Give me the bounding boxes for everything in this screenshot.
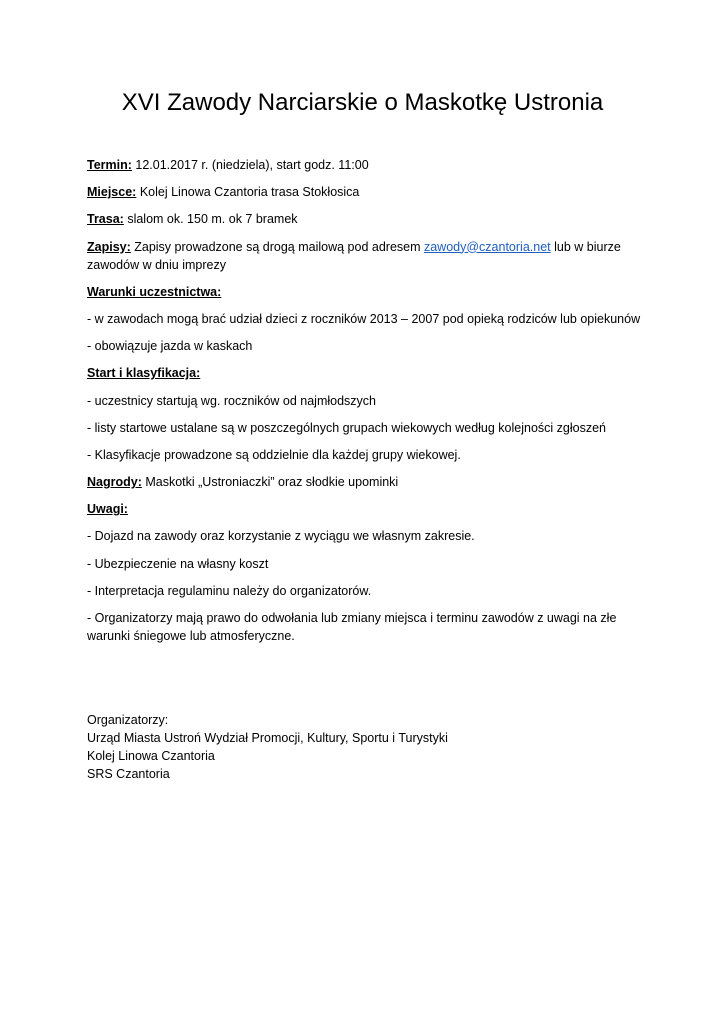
- termin-value: 12.01.2017 r. (niedziela), start godz. 11:00: [131, 158, 369, 172]
- uwagi-heading: Uwagi:: [87, 502, 128, 517]
- uwagi-item: - Ubezpieczenie na własny koszt: [87, 556, 269, 571]
- miejsce-label: Miejsce:: [87, 185, 137, 200]
- miejsce-value: Kolej Linowa Czantoria trasa Stokłosica: [136, 185, 360, 200]
- zapisy-text-after: lub w biurze zawodów w dniu imprezy: [87, 239, 621, 272]
- nagrody-paragraph: [87, 473, 647, 491]
- start-heading: Start i klasyfikacja:: [87, 366, 201, 381]
- termin-paragraph: [87, 156, 647, 174]
- organizer-line: Kolej Linowa Czantoria: [87, 749, 215, 763]
- miejsce-paragraph: [87, 183, 647, 201]
- nagrody-label: Nagrody:: [87, 475, 142, 490]
- email-link[interactable]: zawody@czantoria.net: [423, 239, 551, 254]
- start-heading-paragraph: [87, 364, 647, 382]
- warunki-heading-paragraph: [87, 283, 647, 301]
- organizers-heading: Organizatorzy:: [87, 713, 169, 727]
- uwagi-item: - Interpretacja regulaminu należy do organizatorów.: [87, 583, 372, 598]
- document-body: [87, 156, 647, 654]
- start-item: - uczestnicy startują wg. roczników od najmłodszych: [87, 393, 377, 408]
- trasa-value: slalom ok. 150 m. ok 7 bramek: [123, 212, 298, 227]
- start-item: - Klasyfikacje prowadzone są oddzielnie dla każdej grupy wiekowej.: [87, 447, 461, 462]
- uwagi-item: - Dojazd na zawody oraz korzystanie z wyciągu we własnym zakresie.: [87, 529, 475, 544]
- warunki-item: - w zawodach mogą brać udział dzieci z roczników 2013 – 2007 pod opieką rodziców lub opiekunów: [87, 311, 641, 326]
- organizers-block: [87, 711, 647, 783]
- trasa-label: Trasa:: [87, 212, 124, 227]
- trasa-paragraph: [87, 210, 647, 228]
- uwagi-item: - Organizatorzy mają prawo do odwołania lub zmiany miejsca i terminu zawodów z uwagi na złe warunki śniegowe lub atmosferyczne.: [87, 611, 617, 643]
- zapisy-label: Zapisy:: [87, 239, 131, 254]
- termin-label: Termin:: [87, 158, 132, 172]
- nagrody-value: Maskotki „Ustroniaczki” oraz słodkie upominki: [141, 475, 399, 490]
- zapisy-paragraph: [87, 238, 647, 274]
- organizer-line: Urząd Miasta Ustroń Wydział Promocji, Kultury, Sportu i Turystyki: [87, 731, 448, 745]
- uwagi-heading-paragraph: [87, 500, 647, 518]
- warunki-item: - obowiązuje jazda w kaskach: [87, 339, 253, 354]
- warunki-heading: Warunki uczestnictwa:: [87, 284, 222, 299]
- start-item: - listy startowe ustalane są w poszczególnych grupach wiekowych według kolejności zgłoszeń: [87, 420, 607, 435]
- zapisy-text-before: Zapisy prowadzone są drogą mailową pod adresem: [130, 239, 424, 254]
- page-title: XVI Zawody Narciarskie o Maskotkę Ustronia: [121, 89, 604, 116]
- organizer-line: SRS Czantoria: [87, 767, 170, 781]
